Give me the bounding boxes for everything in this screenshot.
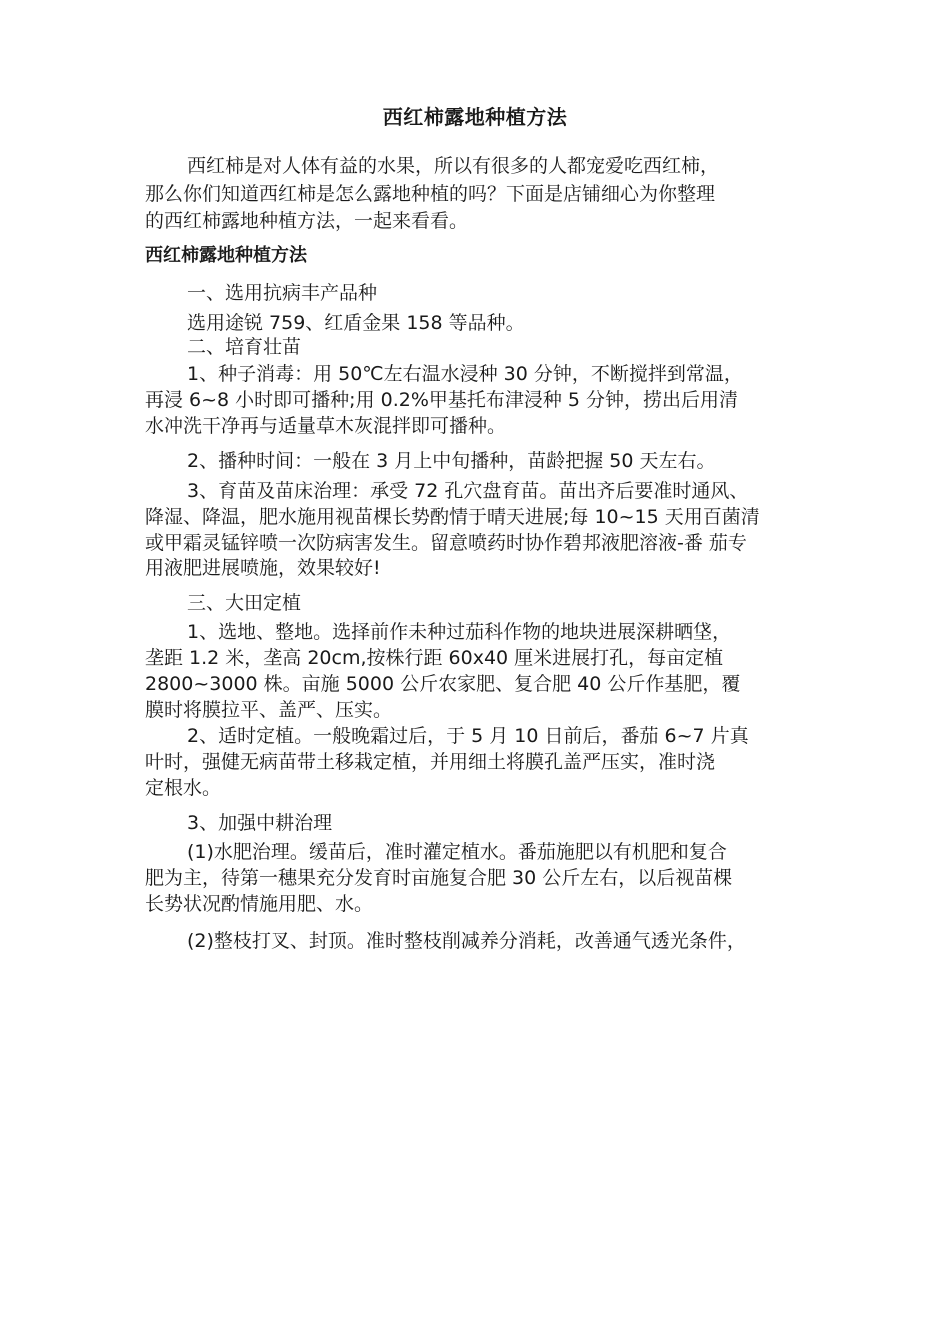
intro-line-1: 西红柿是对人体有益的水果，所以有很多的人都宠爱吃西红柿， bbox=[187, 155, 720, 177]
paragraph-line: 定根水。 bbox=[145, 777, 222, 799]
paragraph-line: 选用途锐 759、红盾金果 158 等品种。 bbox=[187, 312, 525, 334]
paragraph-line: 水冲洗干净再与适量草木灰混拌即可播种。 bbox=[145, 415, 507, 437]
intro-line-3: 的西红柿露地种植方法，一起来看看。 bbox=[145, 210, 469, 232]
paragraph-line: 肥为主，待第一穗果充分发育时亩施复合肥 30 公斤左右，以后视苗棵 bbox=[145, 867, 733, 889]
document-title: 西红柿露地种植方法 bbox=[382, 105, 568, 129]
paragraph-line: 垄距 1.2 米，垄高 20cm,按株行距 60x40 厘米进展打孔，每亩定植 bbox=[145, 647, 724, 669]
paragraph-line: (2)整枝打叉、封顶。准时整枝削减养分消耗，改善通气透光条件， bbox=[187, 930, 746, 952]
paragraph-line: 用液肥进展喷施，效果较好! bbox=[145, 557, 381, 579]
paragraph-line: 2800~3000 株。亩施 5000 公斤农家肥、复合肥 40 公斤作基肥，覆 bbox=[145, 673, 741, 695]
section-heading: 西红柿露地种植方法 bbox=[145, 245, 307, 266]
paragraph-line: 1、种子消毒：用 50℃左右温水浸种 30 分钟，不断搅拌到常温， bbox=[187, 363, 743, 385]
step-heading-3: 三、大田定植 bbox=[187, 592, 302, 614]
paragraph-line: 再浸 6~8 小时即可播种;用 0.2%甲基托布津浸种 5 分钟，捞出后用清 bbox=[145, 389, 739, 411]
paragraph-line: 长势状况酌情施用肥、水。 bbox=[145, 893, 374, 915]
intro-line-2: 那么你们知道西红柿是怎么露地种植的吗？下面是店铺细心为你整理 bbox=[145, 183, 716, 205]
paragraph-line: 2、适时定植。一般晚霜过后，于 5 月 10 日前后，番茄 6~7 片真 bbox=[187, 725, 749, 747]
paragraph-line: 膜时将膜拉平、盖严、压实。 bbox=[145, 699, 393, 721]
step-heading-2: 二、培育壮苗 bbox=[187, 336, 302, 358]
step-heading-1: 一、选用抗病丰产品种 bbox=[187, 282, 378, 304]
sub-heading: 3、加强中耕治理 bbox=[187, 812, 333, 834]
paragraph-line: 或甲霜灵锰锌喷一次防病害发生。留意喷药时协作碧邦液肥溶液-番 茄专 bbox=[145, 532, 747, 554]
paragraph-line: 叶时，强健无病苗带土移栽定植，并用细土将膜孔盖严压实，准时浇 bbox=[145, 751, 716, 773]
paragraph-line: 1、选地、整地。选择前作未种过茄科作物的地块进展深耕晒垡， bbox=[187, 621, 732, 643]
paragraph-line: (1)水肥治理。缓苗后，准时灌定植水。番茄施肥以有机肥和复合 bbox=[187, 841, 727, 863]
paragraph-line: 降湿、降温，肥水施用视苗棵长势酌情于晴天进展;每 10~15 天用百菌清 bbox=[145, 506, 760, 528]
paragraph-line: 3、育苗及苗床治理：承受 72 孔穴盘育苗。苗出齐后要准时通风、 bbox=[187, 480, 749, 502]
paragraph-line: 2、播种时间：一般在 3 月上中旬播种，苗龄把握 50 天左右。 bbox=[187, 450, 716, 472]
